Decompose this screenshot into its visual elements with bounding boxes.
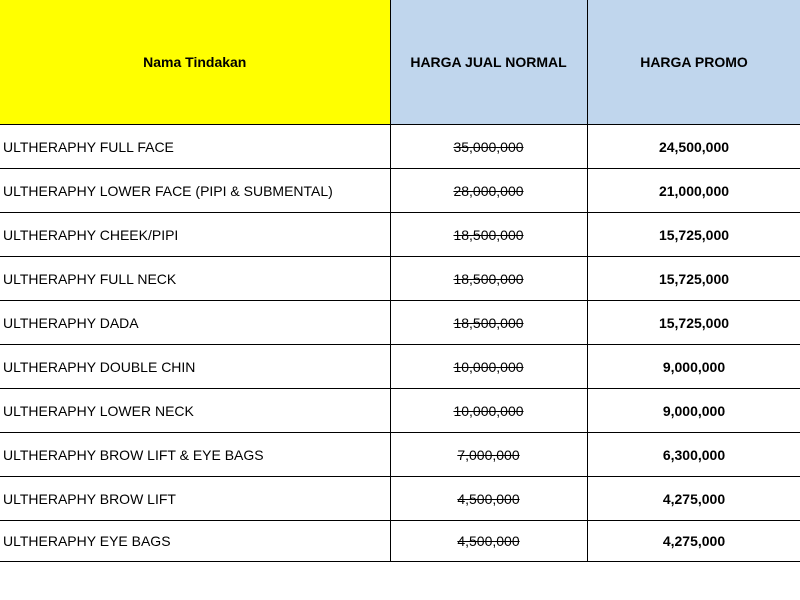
- treatment-name-cell: ULTHERAPHY FULL FACE: [0, 125, 390, 169]
- normal-price-cell: 18,500,000: [390, 257, 587, 301]
- treatment-name-cell: ULTHERAPHY LOWER NECK: [0, 389, 390, 433]
- normal-price-cell: 4,500,000: [390, 521, 587, 562]
- table-row: [0, 477, 800, 521]
- treatment-name-cell: ULTHERAPHY BROW LIFT & EYE BAGS: [0, 433, 390, 477]
- promo-price-cell: 4,275,000: [587, 477, 800, 521]
- table-row: [0, 389, 800, 433]
- treatment-name-cell: ULTHERAPHY CHEEK/PIPI: [0, 213, 390, 257]
- promo-price-cell: 9,000,000: [587, 345, 800, 389]
- promo-price-cell: 9,000,000: [587, 389, 800, 433]
- promo-price-cell: 15,725,000: [587, 213, 800, 257]
- normal-price-cell: 18,500,000: [390, 213, 587, 257]
- promo-price-cell: 6,300,000: [587, 433, 800, 477]
- promo-price-cell: 15,725,000: [587, 301, 800, 345]
- normal-price-cell: 7,000,000: [390, 433, 587, 477]
- treatment-name-cell: ULTHERAPHY DOUBLE CHIN: [0, 345, 390, 389]
- treatment-name-cell: ULTHERAPHY EYE BAGS: [0, 521, 390, 562]
- promo-price-cell: 21,000,000: [587, 169, 800, 213]
- header-harga-promo: HARGA PROMO: [587, 0, 800, 125]
- normal-price-cell: 4,500,000: [390, 477, 587, 521]
- normal-price-cell: 18,500,000: [390, 301, 587, 345]
- header-row: [0, 0, 800, 125]
- table-body: [0, 125, 800, 562]
- table-row: [0, 301, 800, 345]
- normal-price-cell: 28,000,000: [390, 169, 587, 213]
- treatment-name-cell: ULTHERAPHY BROW LIFT: [0, 477, 390, 521]
- promo-price-cell: 15,725,000: [587, 257, 800, 301]
- normal-price-cell: 35,000,000: [390, 125, 587, 169]
- table-row: [0, 125, 800, 169]
- header-harga-jual-normal: HARGA JUAL NORMAL: [390, 0, 587, 125]
- table-row: [0, 345, 800, 389]
- treatment-name-cell: ULTHERAPHY DADA: [0, 301, 390, 345]
- table-row: [0, 213, 800, 257]
- treatment-name-cell: ULTHERAPHY LOWER FACE (PIPI & SUBMENTAL): [0, 169, 390, 213]
- treatment-name-cell: ULTHERAPHY FULL NECK: [0, 257, 390, 301]
- table-row: [0, 521, 800, 562]
- table-header: [0, 0, 800, 125]
- table-row: [0, 169, 800, 213]
- normal-price-cell: 10,000,000: [390, 389, 587, 433]
- promo-price-cell: 24,500,000: [587, 125, 800, 169]
- normal-price-cell: 10,000,000: [390, 345, 587, 389]
- table-row: [0, 433, 800, 477]
- table-row: [0, 257, 800, 301]
- promo-price-cell: 4,275,000: [587, 521, 800, 562]
- header-nama-tindakan: Nama Tindakan: [0, 0, 390, 125]
